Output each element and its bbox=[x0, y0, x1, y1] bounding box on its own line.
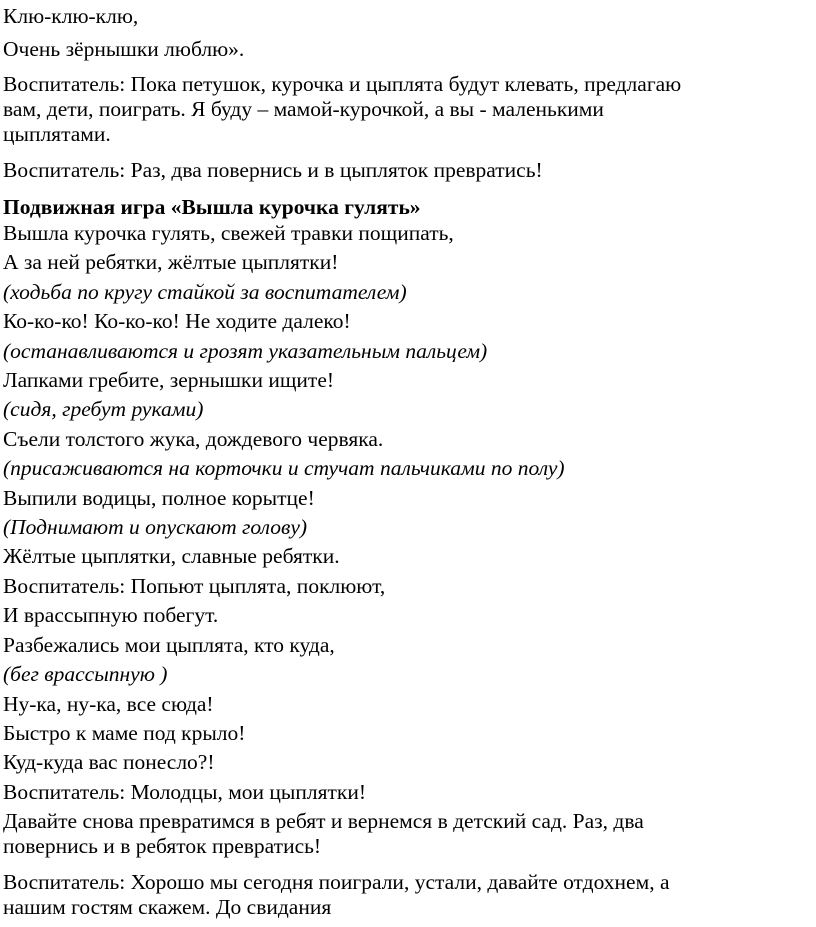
verse-line: И врассыпную побегут. bbox=[3, 603, 219, 628]
stage-direction: (бег врассыпную ) bbox=[3, 662, 168, 687]
stage-direction: (останавливаются и грозят указательным пальцем) bbox=[3, 338, 488, 363]
outro-paragraph-2: Воспитатель: Хорошо мы сегодня поиграли, устали, давайте отдохнем, а нашим гостям скажем. До свидания bbox=[3, 870, 670, 920]
verse-line: Вышла курочка гулять, свежей травки пощипать, bbox=[3, 221, 454, 245]
intro-paragraph-2: Воспитатель: Раз, два повернись и в цыпляток превратись! bbox=[3, 158, 543, 182]
stage-direction: (присаживаются на корточки и стучат пальчиками по полу) bbox=[3, 456, 565, 481]
stage-direction: (сидя, гребут руками) bbox=[3, 397, 204, 422]
stage-direction: (ходьба по кругу стайкой за воспитателем) bbox=[3, 279, 407, 304]
intro-line-2: Очень зёрнышки люблю». bbox=[3, 37, 245, 61]
verse-line: Съели толстого жука, дождевого червяка. bbox=[3, 426, 384, 451]
stage-direction: (Поднимают и опускают голову) bbox=[3, 515, 308, 540]
verse-line: Ко-ко-ко! Ко-ко-ко! Не ходите далеко! bbox=[3, 309, 351, 334]
intro-line-1: Клю-клю-клю, bbox=[3, 4, 139, 28]
verse-line: Быстро к маме под крыло! bbox=[3, 720, 246, 745]
game-title: Подвижная игра «Вышла курочка гулять» bbox=[3, 195, 421, 219]
verse-line: Воспитатель: Молодцы, мои цыплятки! bbox=[3, 779, 367, 804]
verse-line: Воспитатель: Попьют цыплята, поклюют, bbox=[3, 573, 386, 598]
verse-line: Разбежались мои цыплята, кто куда, bbox=[3, 632, 335, 657]
intro-paragraph-1: Воспитатель: Пока петушок, курочка и цыплята будут клевать, предлагаю вам, дети, поиграть. Я буду – мамой-курочкой, а вы - маленькими цыплятами. bbox=[3, 72, 682, 146]
outro-paragraph-1: Давайте снова превратимся в ребят и вернемся в детский сад. Раз, два повернись и в ребяток превратись! bbox=[3, 809, 644, 859]
verse-line: А за ней ребятки, жёлтые цыплятки! bbox=[3, 250, 339, 275]
verse-line: Жёлтые цыплятки, славные ребятки. bbox=[3, 544, 340, 569]
verse-line: Лапками гребите, зернышки ищите! bbox=[3, 368, 335, 393]
verse-line: Ну-ка, ну-ка, все сюда! bbox=[3, 691, 214, 716]
document-page bbox=[3, 0, 809, 920]
verse-line: Куд-куда вас понесло?! bbox=[3, 750, 215, 775]
verse-line: Выпили водицы, полное корытце! bbox=[3, 485, 315, 510]
